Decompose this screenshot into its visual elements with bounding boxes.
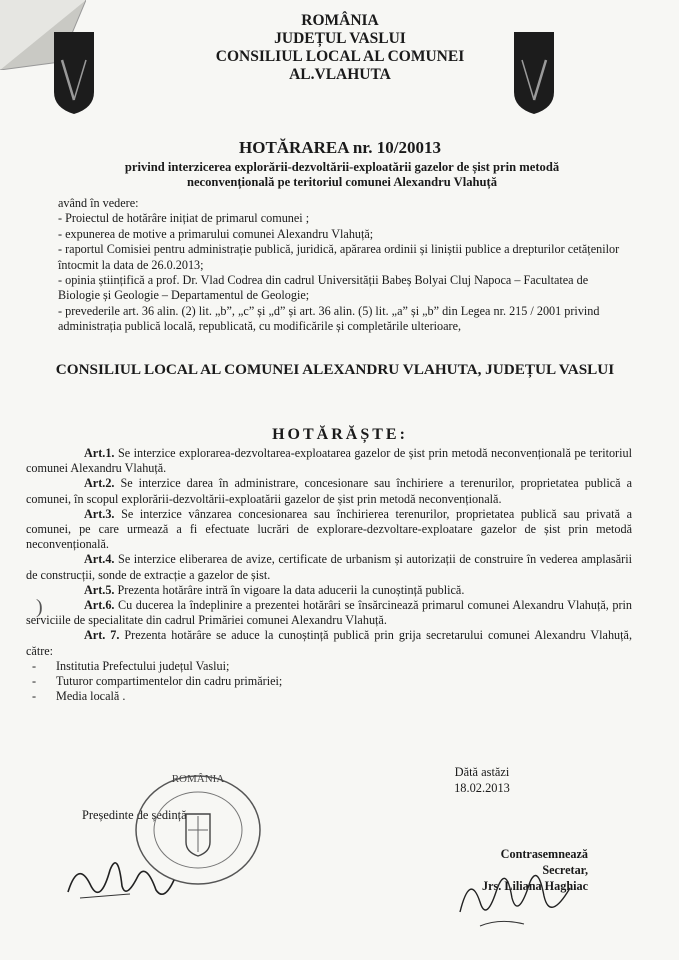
preamble-item: - prevederile art. 36 alin. (2) lit. „b”, „c” și „d” și art. 36 alin. (5) lit. „a” și „b” din Legea nr. 215 / 2001 privind administrația publică locală, republicată, cu modificările și completările ulterioare, [58,303,600,334]
recipients-list [26,659,632,705]
president-signature-icon [60,840,180,910]
date-value: 18.02.2013 [454,781,510,795]
article-text: Se interzice explorarea-dezvoltarea-exploatarea gazelor de șist prin metodă neconvențională pe teritoriul comunei Alexandru Vlahuță. [26,446,632,476]
preamble-lead: având în vedere: [58,196,139,210]
preamble-item: - expunerea de motive a primarului comunei Alexandru Vlahuță; [58,226,374,241]
articles-section [26,446,632,704]
coat-of-arms-left-icon [52,30,96,116]
article-number: Art. 7. [84,628,120,643]
preamble-item: - raportul Comisiei pentru administrație publică, juridică, apărarea ordinii și liniștii publice a drepturilor cetățenilor întocmit la data de 26.0.2013; [58,242,620,272]
president-label: Președinte de ședință [82,808,187,822]
document-header [150,12,530,84]
preamble-item: - Proiectul de hotărâre inițiat de primarul comunei ; [58,211,310,226]
preamble [30,196,630,335]
article-3 [26,507,632,553]
article-6 [26,598,632,628]
article-number: Art.4. [84,552,115,567]
stamp-text: ROMÂNIA [171,773,225,785]
date-block [432,764,532,796]
article-number: Art.6. [84,598,115,613]
recipient-item: - Institutia Prefectului județul Vaslui; [26,659,632,674]
article-text: Cu ducerea la îndeplinire a prezentei hotărâri se însărcinează primarul comunei Alexandru Vlahuță, prin serviciile de specialitate din cadrul Primăriei comunei Alexandru Vlahuță. [26,598,632,628]
article-number: Art.1. [84,446,115,460]
header-locality: AL.VLAHUTA [289,66,391,83]
article-number: Art.5. [84,582,115,597]
margin-mark: ) [36,596,43,618]
council-heading: CONSILIUL LOCAL AL COMUNEI ALEXANDRU VLAHUTA, JUDEȚUL VASLUI [55,361,615,378]
recipient-item: - Tuturor compartimentelor din cadru primăriei; [26,674,632,689]
decision-title: HOTĂRAREA nr. 10/20013 [239,138,441,157]
article-7 [26,628,632,658]
article-number: Art.3. [84,506,115,521]
secretary-name: Jrs. Liliana Haghiac [482,879,588,893]
preamble-item: - opinia științifică a prof. Dr. Vlad Codrea din cadrul Universității Babeș Bolyai Cluj Napoca – Facultatea de Biologie și Geologie – Departamentul de Geologie; [58,273,589,303]
header-country: ROMÂNIA [301,12,379,29]
article-text: Se interzice darea în administrare, concesionare sau închiriere a terenurilor, proprietatea publică a comunei, în scopul explorării-dezvoltării-exploatării gazelor de șist prin metodă neconvențională. [26,476,632,506]
recipient-item: - Media locală . [26,689,632,704]
article-text: Se interzice vânzarea concesionarea sau închirierea terenurilor, proprietatea publică sau privată a comunei, pe care urmează a fi efectuate lucrări de explorare-dezvoltare-exploatare gazelor de șist prin metodă neconvențională. [26,506,632,552]
article-1 [26,446,632,476]
secretary-signature-icon [440,852,590,932]
article-4 [26,552,632,582]
article-text: Prezenta hotărâre se aduce la cunoștință publică prin grija secretarului comunei Alexandru Vlahuță, către: [26,628,632,658]
countersign-label: Contrasemnează [500,847,588,861]
article-number: Art.2. [84,476,115,491]
header-council: CONSILIUL LOCAL AL COMUNEI [215,48,465,65]
decision-subtitle: privind interzicerea explorării-dezvoltării-exploatării gazelor de șist prin metodă neconvențională pe teritoriul comunei Alexandru Vlahuță [124,160,560,189]
secretary-label: Secretar, [542,863,588,877]
article-2 [26,476,632,506]
decides-heading: HOTĂRĂȘTE: [272,426,408,443]
article-text: Se interzice eliberarea de avize, certificate de urbanism și autorizații de construire în vederea amplasării de construcții, sonde de extracție a gazelor de șist. [26,552,632,582]
article-text: Prezenta hotărâre intră în vigoare la data aducerii la cunoștință publică. [114,582,465,597]
header-county: JUDEȚUL VASLUI [274,30,406,47]
date-label: Dătă astăzi [454,765,510,779]
article-5 [26,583,632,598]
